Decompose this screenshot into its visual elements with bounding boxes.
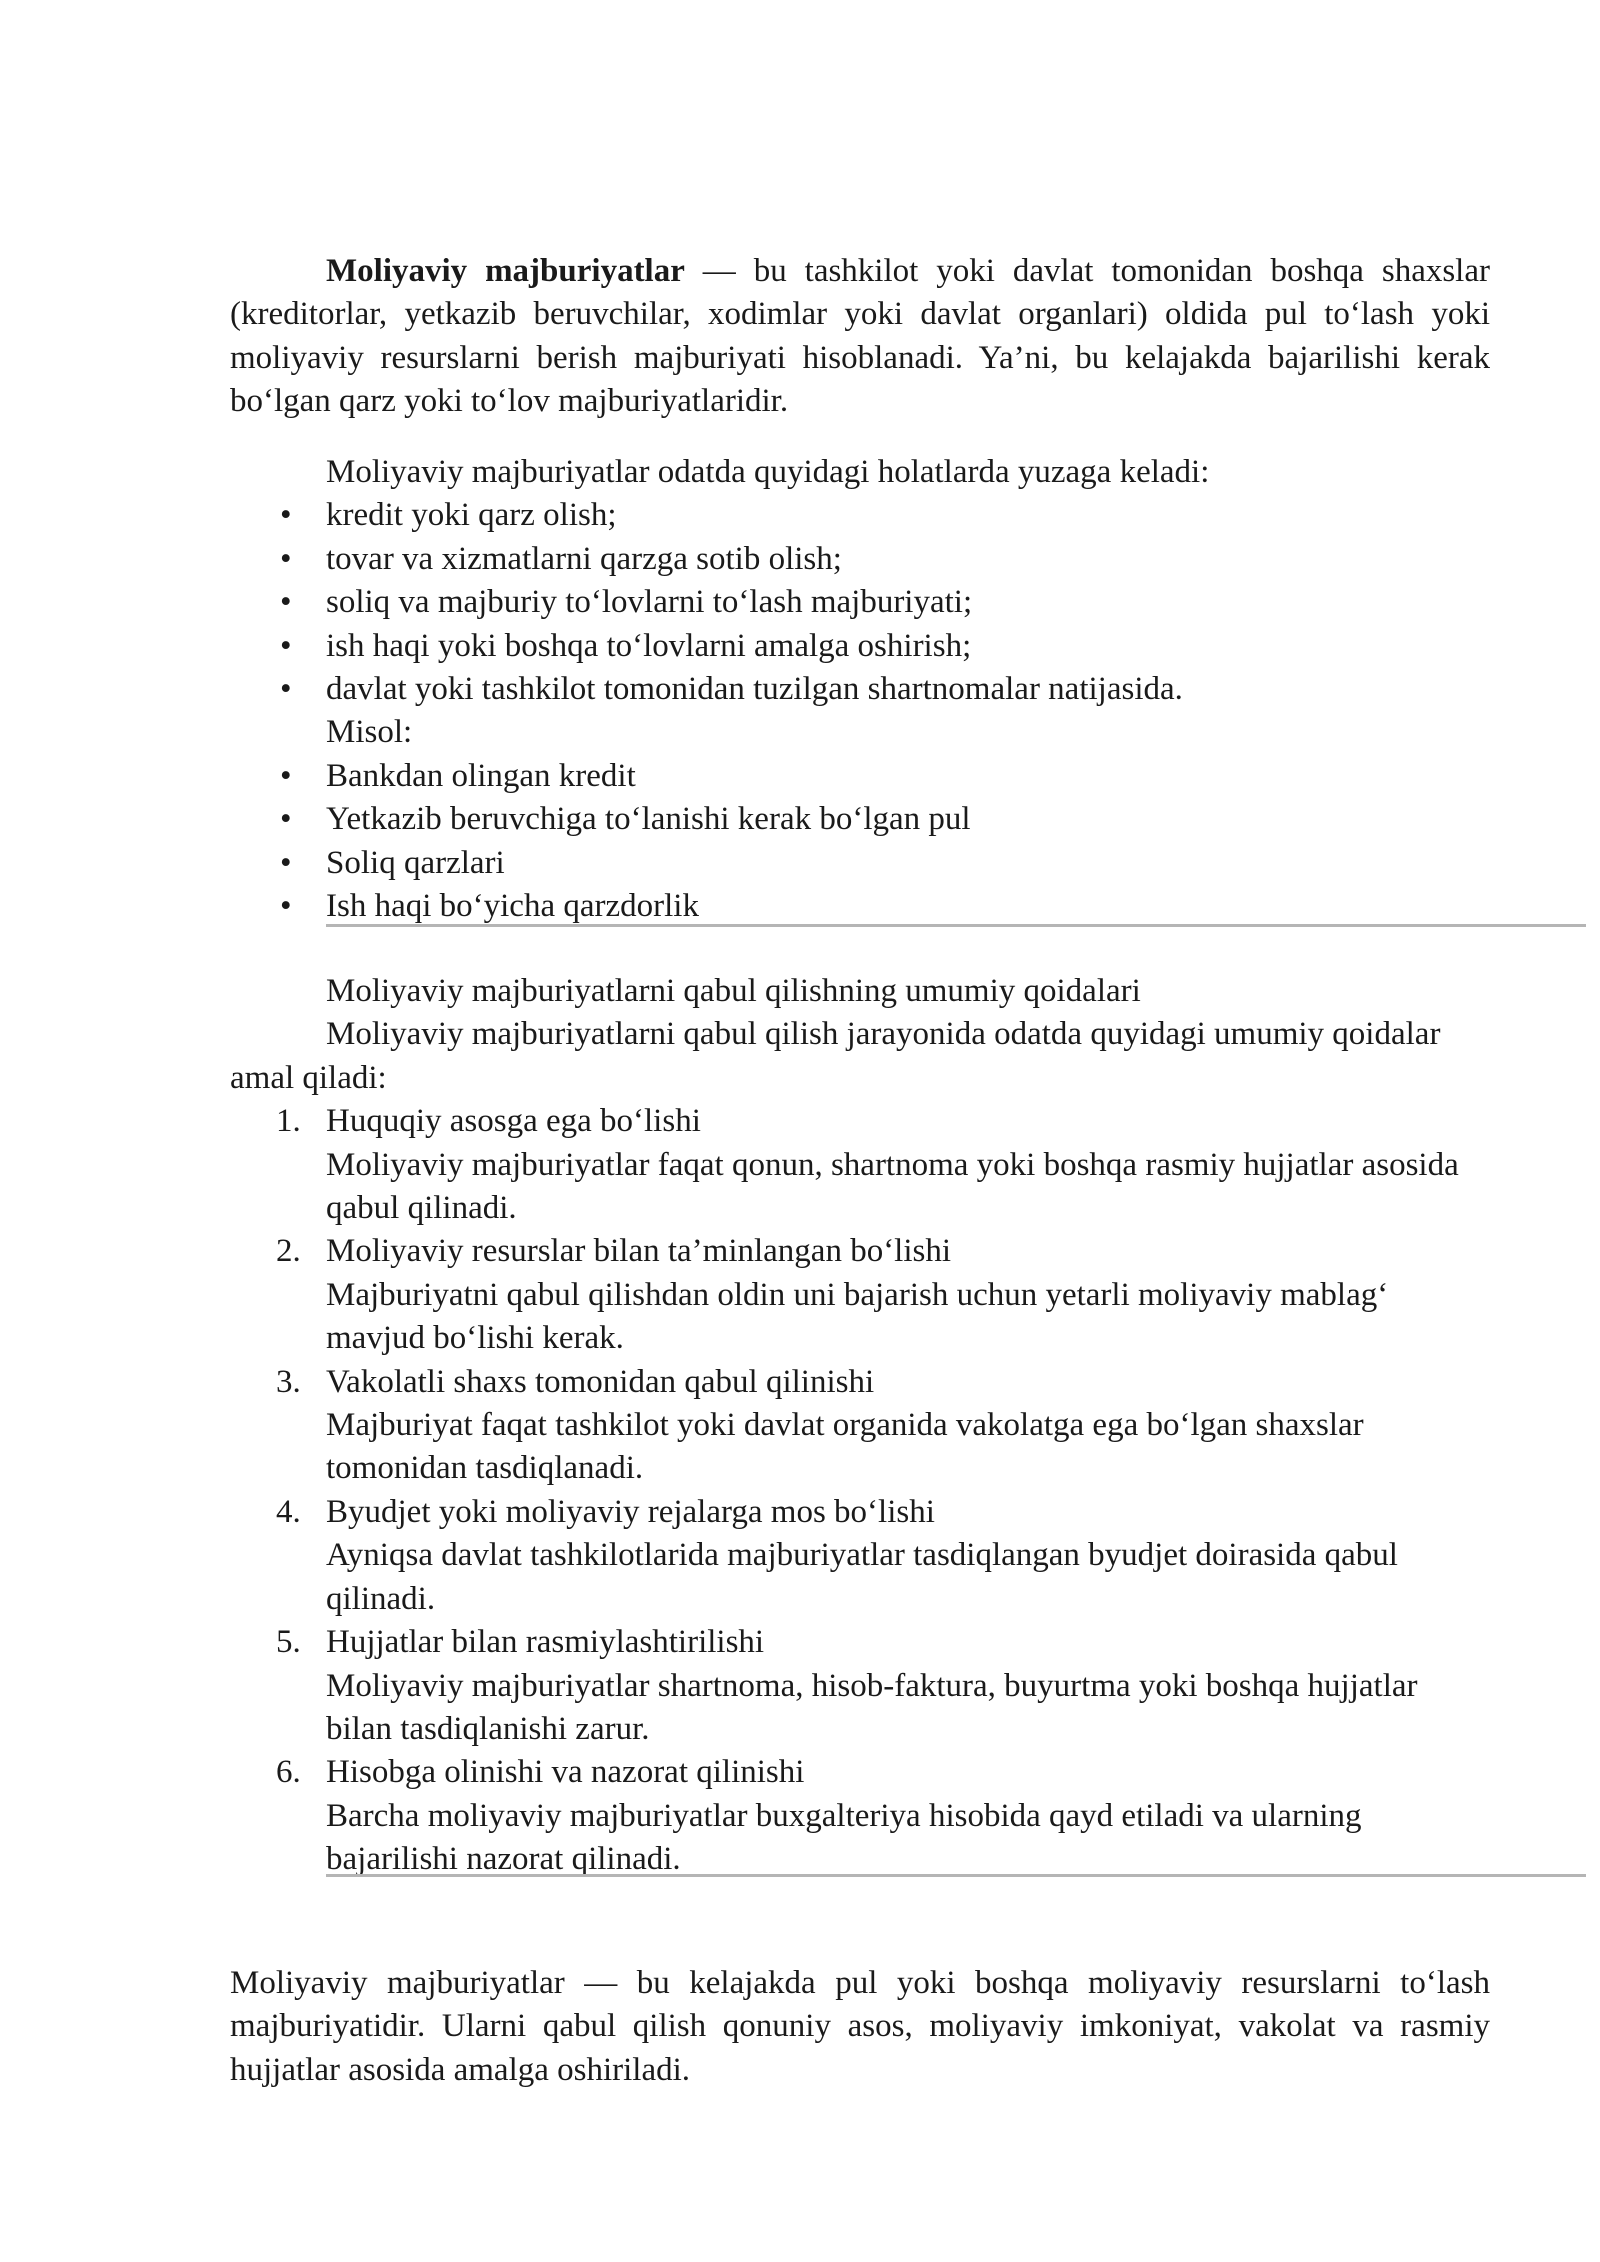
rule-body: Moliyaviy majburiyatlar shartnoma, hisob-faktura, buyurtma yoki boshqa hujjatlar bilan tasdiqlanishi zarur. (326, 1667, 1418, 1747)
list-item (230, 625, 1490, 668)
rule-number: 5. (276, 1624, 301, 1661)
horizontal-rule (326, 1874, 1586, 1877)
summary-paragraph: Moliyaviy majburiyatlar — bu kelajakda pul yoki boshqa moliyaviy resurslarni to‘lash majburiyatidir. Ularni qabul qilish qonuniy asos, moliyaviy imkoniyat, vakolat va rasmiy hujjatlar asosida amalga oshiriladi. (230, 1965, 1490, 2088)
rule-title: Byudjet yoki moliyaviy rejalarga mos bo‘lishi (326, 1493, 935, 1530)
rule-item (230, 1621, 1490, 1751)
list-item-text: kredit yoki qarz olish; (326, 497, 617, 534)
list-item-text: ish haqi yoki boshqa to‘lovlarni amalga oshirish; (326, 627, 972, 664)
rule-item (230, 1361, 1490, 1491)
occurrence-section (230, 451, 1490, 928)
rule-title: Huquqiy asosga ega bo‘lishi (326, 1103, 701, 1140)
list-item-text: soliq va majburiy to‘lovlarni to‘lash majburiyati; (326, 584, 973, 621)
list-item (230, 755, 1490, 798)
rules-list (230, 1100, 1490, 1881)
bullet-icon: • (280, 540, 292, 577)
bullet-icon: • (280, 801, 292, 838)
list-item-text: Soliq qarzlari (326, 844, 505, 881)
rule-title: Hujjatlar bilan rasmiylashtirilishi (326, 1624, 765, 1661)
bullet-icon: • (280, 584, 292, 621)
example-list (230, 755, 1490, 929)
bullet-icon: • (280, 627, 292, 664)
rule-body: Majburiyat faqat tashkilot yoki davlat organida vakolatga ega bo‘lgan shaxslar tomonidan tasdiqlanadi. (326, 1407, 1364, 1487)
list-item-text: Yetkazib beruvchiga to‘lanishi kerak bo‘lgan pul (326, 801, 971, 838)
bullet-icon: • (280, 888, 292, 925)
rule-number: 3. (276, 1363, 301, 1400)
occurrence-lead: Moliyaviy majburiyatlar odatda quyidagi holatlarda yuzaga keladi: (326, 454, 1210, 490)
list-item (230, 798, 1490, 841)
rule-item (230, 1491, 1490, 1621)
rule-number: 2. (276, 1233, 301, 1270)
list-item (230, 494, 1490, 537)
bullet-icon: • (280, 497, 292, 534)
example-label: Misol: (326, 714, 413, 751)
list-item-text: tovar va xizmatlarni qarzga sotib olish; (326, 540, 842, 577)
list-item-text: davlat yoki tashkilot tomonidan tuzilgan shartnomalar natijasida. (326, 671, 1183, 708)
intro-term: Moliyaviy majburiyatlar (326, 253, 685, 289)
list-item-text: Ish haqi bo‘yicha qarzdorlik (326, 888, 699, 925)
rule-body: Barcha moliyaviy majburiyatlar buxgalteriya hisobida qayd etiladi va ularning bajarilishi nazorat qilinadi. (326, 1797, 1362, 1878)
rule-title: Vakolatli shaxs tomonidan qabul qilinishi (326, 1363, 875, 1400)
list-item (230, 885, 1490, 928)
rules-lead: Moliyaviy majburiyatlarni qabul qilish jarayonida odatda quyidagi umumiy qoidalar amal qiladi: (230, 1016, 1441, 1096)
horizontal-rule (326, 924, 1586, 927)
occurrence-list (230, 494, 1490, 711)
list-item-text: Bankdan olingan kredit (326, 757, 636, 794)
intro-paragraph (230, 250, 1490, 424)
rule-item (230, 1230, 1490, 1360)
rule-number: 1. (276, 1103, 301, 1140)
rule-number: 6. (276, 1754, 301, 1791)
list-item (230, 842, 1490, 885)
rule-number: 4. (276, 1493, 301, 1530)
rules-heading: Moliyaviy majburiyatlarni qabul qilishning umumiy qoidalari (326, 973, 1141, 1009)
bullet-icon: • (280, 757, 292, 794)
bullet-icon: • (280, 671, 292, 708)
bullet-icon: • (280, 844, 292, 881)
rule-title: Hisobga olinishi va nazorat qilinishi (326, 1754, 805, 1791)
rule-title: Moliyaviy resurslar bilan ta’minlangan bo‘lishi (326, 1233, 952, 1270)
rules-section (230, 970, 1490, 1882)
list-item (230, 538, 1490, 581)
intro-definition: — bu tashkilot yoki davlat tomonidan boshqa shaxslar (kreditorlar, yetkazib beruvchilar, xodimlar yoki davlat organlari) oldida pul to‘lash yoki moliyaviy resurslarni berish majburiyati hisoblanadi. Ya’ni, bu kelajakda bajarilishi kerak bo‘lgan qarz yoki to‘lov majburiyatlaridir. (230, 253, 1490, 420)
rule-body: Majburiyatni qabul qilishdan oldin uni bajarish uchun yetarli moliyaviy mablag‘ mavjud bo‘lishi kerak. (326, 1276, 1389, 1357)
rule-body: Moliyaviy majburiyatlar faqat qonun, shartnoma yoki boshqa rasmiy hujjatlar asosida qabul qilinadi. (326, 1146, 1459, 1227)
rule-body: Ayniqsa davlat tashkilotlarida majburiyatlar tasdiqlangan byudjet doirasida qabul qilinadi. (326, 1537, 1398, 1617)
rule-item (230, 1751, 1490, 1881)
list-item (230, 581, 1490, 624)
list-item (230, 668, 1490, 711)
rule-item (230, 1100, 1490, 1230)
